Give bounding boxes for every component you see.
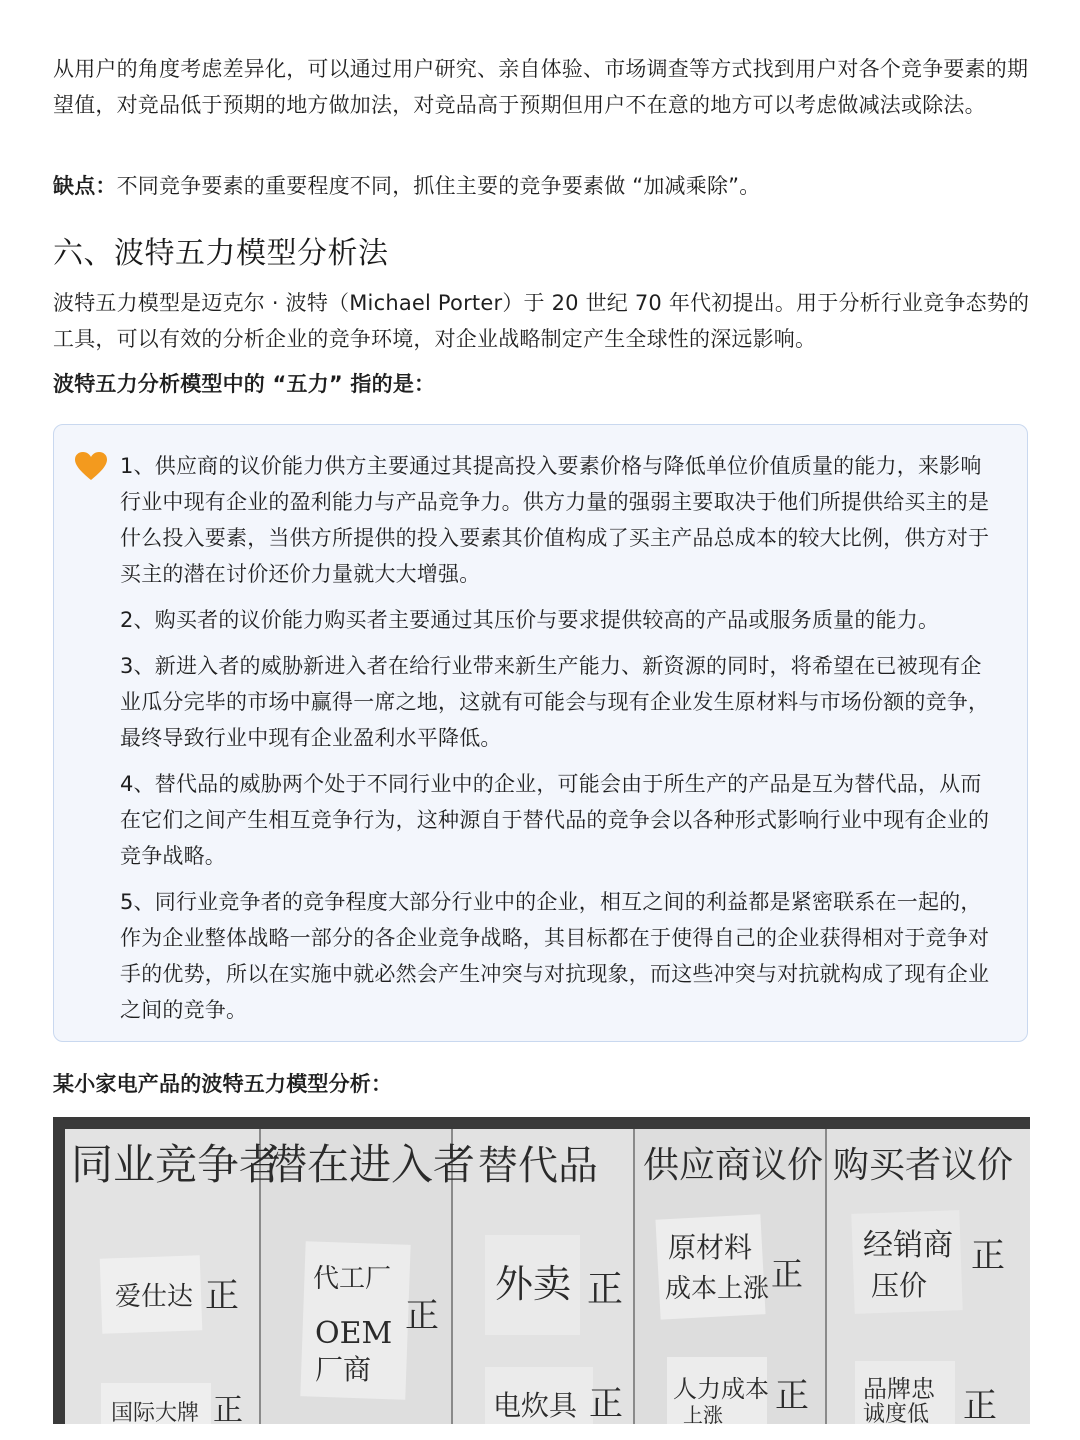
force-item-rivalry: 5、同行业竞争者的竞争程度大部分行业中的企业，相互之间的利益都是紧密联系在一起的，作为企业整体战略一部分的各企业竞争战略，其目标都在于使得自己的企业获得相对于竞争对手的优势，所以在实施中就必然会产生冲突与对抗现象，而这些冲突与对抗就构成了现有企业之间的竞争。 (120, 890, 990, 1022)
whiteboard-photo-drawing (53, 1117, 1030, 1424)
tally-mark: 正 (213, 1393, 243, 1424)
tally-mark: 正 (771, 1255, 804, 1293)
sticky-note-loyalty-low: 诚度低 (863, 1402, 930, 1424)
sticky-note-oem: OEM (315, 1316, 393, 1351)
five-forces-list (120, 448, 1000, 1038)
case-heading: 某小家电产品的波特五力模型分析： (53, 1072, 393, 1096)
cons-text: 不同竞争要素的重要程度不同，抓住主要的竞争要素做 “加减乘除”。 (116, 174, 761, 198)
sticky-note-takeout: 外卖 (495, 1262, 572, 1306)
sticky-note-intl-brand: 国际大牌 (111, 1401, 200, 1424)
sticky-note-labor-cost: 人力成本 (673, 1375, 769, 1403)
tally-mark: 正 (205, 1276, 239, 1316)
sticky-note-cookware: 电炊具 (493, 1389, 578, 1422)
force-item-substitute: 4、替代品的威胁两个处于不同行业中的企业，可能会由于所生产的产品是互为替代品，从而在它们之间产生相互竞争行为，这种源自于替代品的竞争会以各种形式影响行业中现有企业的竞争战略。 (120, 772, 990, 868)
tally-mark: 正 (971, 1236, 1005, 1276)
force-item-supplier: 1、供应商的议价能力供方主要通过其提高投入要素价格与降低单位价值质量的能力，来影响行业中现有企业的盈利能力与产品竞争力。供方力量的强弱主要取决于他们所提供给买主的是什么投入要素，当供方所提供的投入要素其价值构成了买主产品总成本的较大比例，供方对于买主的潜在讨价还价力量就大大增强。 (120, 454, 990, 586)
force-item-buyer: 2、购买者的议价能力购买者主要通过其压价与要求提供较高的产品或服务质量的能力。 (120, 608, 940, 632)
sticky-note-raw-material: 原材料 (668, 1231, 753, 1264)
sticky-note-manufacturer: 厂商 (315, 1353, 372, 1386)
porter-intro-paragraph: 波特五力模型是迈克尔 · 波特（Michael Porter）于 20 世纪 70 年代初提出。用于分析行业竞争态势的工具，可以有效的分析企业的竞争环境，对企业战略制定产生全球性的深远影响。 (53, 291, 1030, 351)
section-heading: 六、波特五力模型分析法 (53, 236, 389, 271)
tally-mark: 正 (589, 1384, 623, 1424)
cons-paragraph (53, 168, 1030, 204)
sticky-note-labor-rise: 上涨 (683, 1403, 723, 1424)
tally-mark: 正 (405, 1296, 439, 1336)
photo-column-substitutes: 替代品 (478, 1143, 598, 1189)
five-forces-heading: 波特五力分析模型中的 “五力” 指的是： (53, 372, 436, 396)
five-forces-callout (53, 424, 1028, 1042)
tally-mark: 正 (963, 1386, 997, 1424)
tally-mark: 正 (587, 1269, 624, 1310)
sticky-note-brand-loyalty: 品牌忠 (863, 1375, 935, 1403)
orange-heart-icon (74, 451, 108, 481)
photo-column-supplier: 供应商议价 (643, 1145, 824, 1186)
force-item-new-entrant: 3、新进入者的威胁新进入者在给行业带来新生产能力、新资源的同时，将希望在已被现有企业瓜分完毕的市场中赢得一席之地，这就有可能会与现有企业发生原材料与市场份额的竞争，最终导致行业中现有企业盈利水平降低。 (120, 654, 990, 750)
sticky-note-aishida: 爱仕达 (115, 1282, 194, 1312)
sticky-note-cost-rise: 成本上涨 (665, 1274, 770, 1304)
whiteboard-photo (53, 1117, 1030, 1424)
cons-label: 缺点： (53, 174, 117, 198)
sticky-note-distributor: 经销商 (863, 1228, 953, 1263)
tally-mark: 正 (775, 1376, 809, 1416)
photo-column-buyer: 购买者议价 (833, 1145, 1014, 1186)
photo-column-rivals: 同业竞争者 (71, 1140, 282, 1189)
sticky-note-oem-factory: 代工厂 (313, 1264, 392, 1294)
sticky-note-price-pressure: 压价 (871, 1269, 928, 1302)
intro-paragraph: 从用户的角度考虑差异化，可以通过用户研究、亲自体验、市场调查等方式找到用户对各个竞争要素的期望值，对竞品低于预期的地方做加法，对竞品高于预期但用户不在意的地方可以考虑做减法或除法。 (53, 57, 1029, 117)
photo-column-new-entrants: 潜在进入者 (265, 1140, 476, 1189)
